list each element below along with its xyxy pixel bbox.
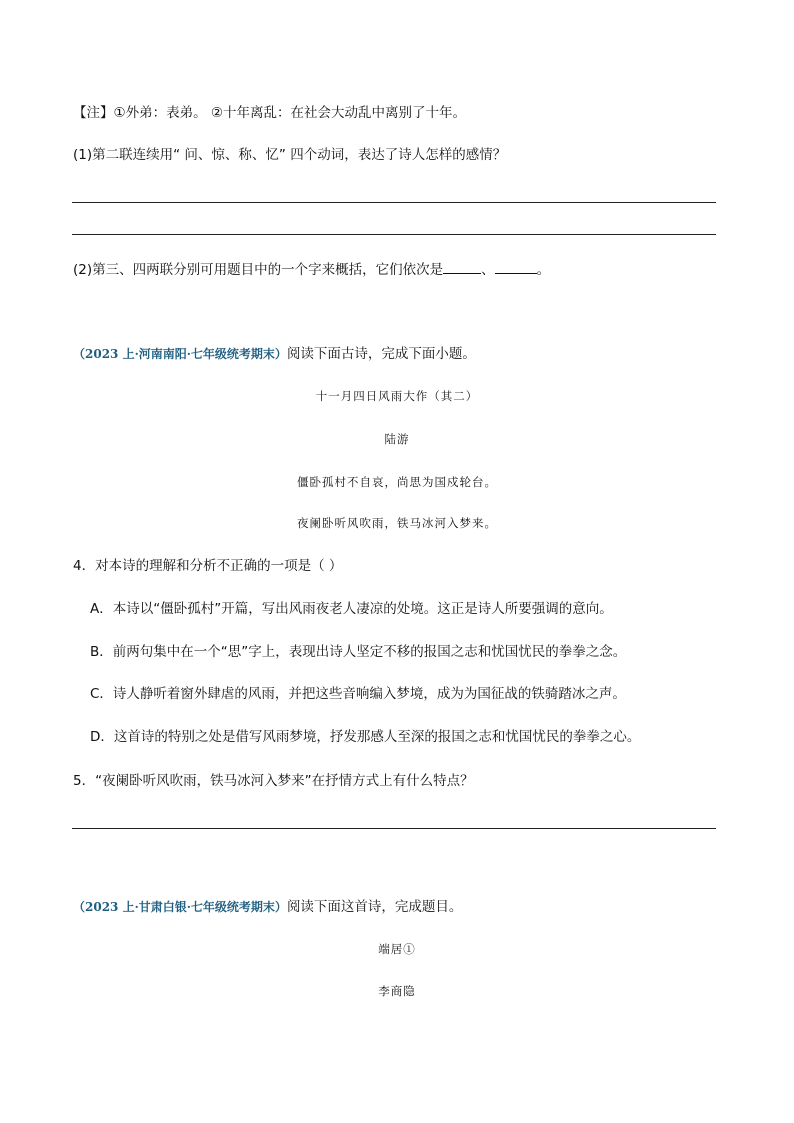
question-2-text: (2)第三、四两联分别可用题目中的一个字来概括，它们依次是 (73, 262, 444, 278)
answer-blank[interactable] (495, 261, 537, 274)
poem-author: 李商隐 (378, 984, 416, 998)
section-intro: 阅读下面古诗，完成下面小题。 (286, 346, 476, 362)
question-4: 4．对本诗的理解和分析不正确的一项是（ ） (73, 558, 343, 574)
poem-title: 十一月四日风雨大作（其二） (315, 389, 479, 403)
source-label: （2023 上·甘肃白银·七年级统考期末） (73, 900, 287, 914)
section-1-header (73, 345, 476, 363)
option-c[interactable]: C．诗人静听着窗外肆虐的风雨，并把这些音响编入梦境，成为为国征战的铁骑踏冰之声。 (90, 686, 626, 702)
option-a[interactable]: A．本诗以“僵卧孤村”开篇，写出风雨夜老人凄凉的处境。这正是诗人所要强调的意向。 (90, 601, 613, 617)
question-1: (1)第二联连续用“ 问、惊、称、忆” 四个动词，表达了诗人怎样的感情？ (73, 147, 507, 163)
answer-line (72, 202, 716, 203)
poem-line: 夜阑卧听风吹雨，铁马冰河入梦来。 (297, 516, 497, 530)
section-intro: 阅读下面这首诗，完成题目。 (286, 899, 463, 915)
answer-line (72, 234, 716, 235)
poem-title: 端居① (378, 942, 416, 956)
option-b[interactable]: B．前两句集中在一个“思”字上，表现出诗人坚定不移的报国之志和忧国忧民的拳拳之念。 (90, 644, 627, 660)
question-2-separator: 、 (481, 262, 495, 278)
question-2 (73, 261, 550, 279)
option-d[interactable]: D．这首诗的特别之处是借写风雨梦境，抒发那感人至深的报国之志和忧国忧民的拳拳之心。 (90, 729, 641, 745)
poem-line: 僵卧孤村不自哀，尚思为国戍轮台。 (297, 475, 497, 489)
answer-blank[interactable] (443, 261, 481, 274)
poem-author: 陆游 (384, 432, 410, 446)
footnote: 【注】①外弟：表弟。 ②十年离乱：在社会大动乱中离别了十年。 (73, 105, 466, 121)
question-2-suffix: 。 (536, 262, 551, 278)
section-2-header (73, 898, 462, 916)
source-label: （2023 上·河南南阳·七年级统考期末） (73, 347, 287, 361)
question-5: 5．“夜阑卧听风吹雨，铁马冰河入梦来”在抒情方式上有什么特点？ (73, 773, 474, 789)
answer-line (72, 828, 716, 829)
